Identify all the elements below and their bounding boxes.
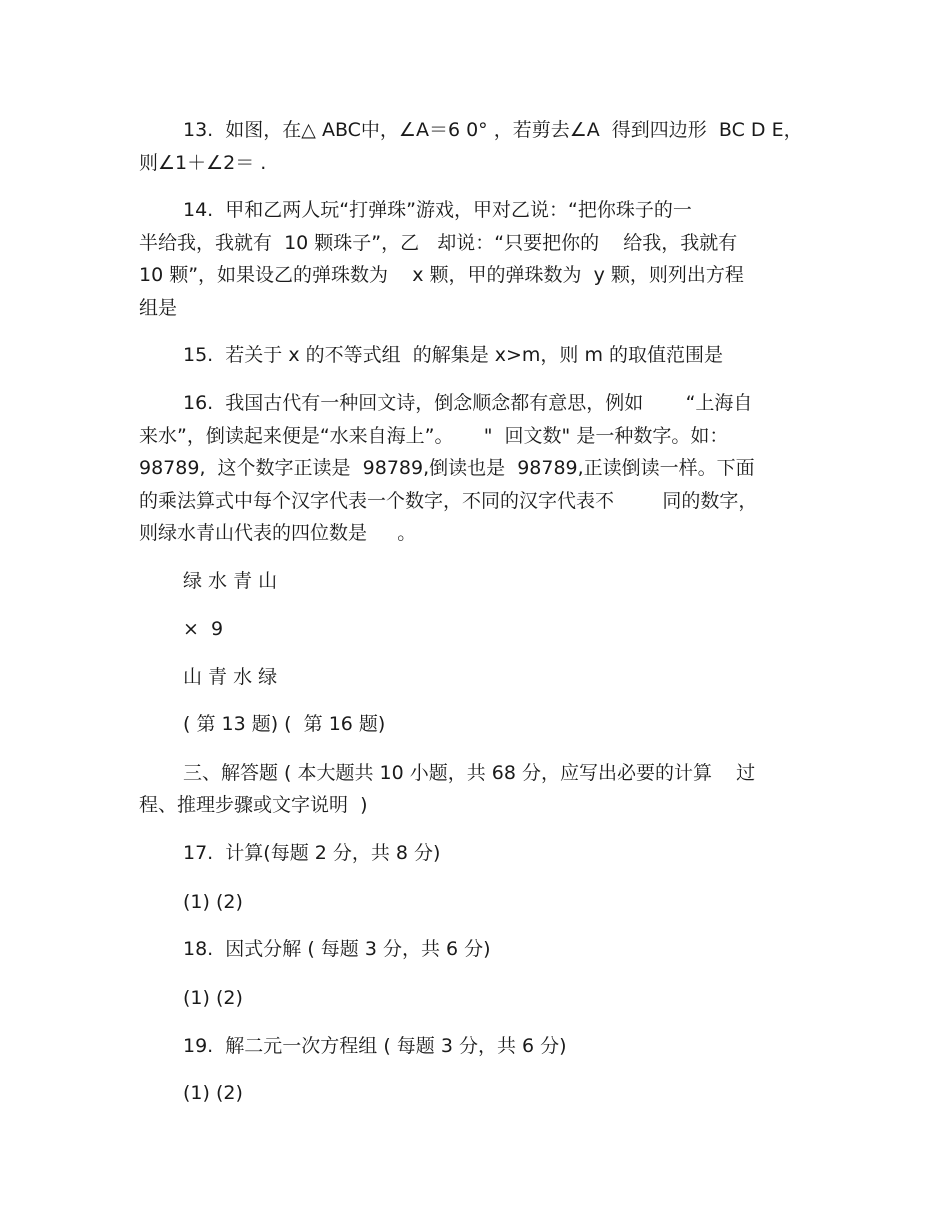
question-14-line-1: 14. 甲和乙两人玩“打弹珠”游戏，甲对乙说：“把你珠子的一 [183, 199, 692, 221]
question-19-parts: (1) (2) [183, 1082, 243, 1104]
question-14-line-4: 组是 [139, 297, 178, 319]
question-13-line-2: 则∠1＋∠2＝ . [139, 152, 267, 174]
section-3-heading-line-1: 三、解答题 ( 本大题共 10 小题，共 68 分，应写出必要的计算 过 [183, 762, 756, 784]
question-17: 17. 计算(每题 2 分，共 8 分) [183, 842, 441, 864]
question-16-line-1: 16. 我国古代有一种回文诗，倒念顺念都有意思，例如 “上海自 [183, 392, 753, 414]
question-13-line-1: 13. 如图，在△ ABC中，∠A＝6 0° ，若剪去∠A 得到四边形 BC D E， [183, 119, 803, 141]
question-14-line-3: 10 颗”，如果设乙的弹珠数为 x 颗，甲的弹珠数为 y 颗，则列出方程 [139, 264, 744, 286]
question-18-parts: (1) (2) [183, 987, 243, 1009]
question-16-line-5: 则绿水青山代表的四位数是 。 [139, 522, 417, 544]
question-15: 15. 若关于 x 的不等式组 的解集是 x>m，则 m 的取值范围是 [183, 344, 723, 366]
section-3-heading-line-2: 程、推理步骤或文字说明 ) [139, 794, 368, 816]
question-19: 19. 解二元一次方程组 ( 每题 3 分，共 6 分) [183, 1035, 567, 1057]
question-16-line-2: 来水”，倒读起来便是“水来自海上”。 " 回文数" 是一种数字。如： [139, 425, 729, 447]
question-18: 18. 因式分解 ( 每题 3 分，共 6 分) [183, 938, 491, 960]
multiplication-top-row: 绿 水 青 山 [183, 570, 278, 592]
multiplication-multiplier: × 9 [183, 618, 224, 640]
multiplication-result-row: 山 青 水 绿 [183, 666, 278, 688]
question-16-line-3: 98789, 这个数字正读是 98789,倒读也是 98789,正读倒读一样。下面 [139, 457, 755, 479]
figure-caption: ( 第 13 题) ( 第 16 题) [183, 713, 386, 735]
question-14-line-2: 半给我，我就有 10 颗珠子”，乙 却说：“只要把你的 给我，我就有 [139, 232, 738, 254]
question-16-line-4: 的乘法算式中每个汉字代表一个数字，不同的汉字代表不 同的数字， [139, 490, 758, 512]
question-17-parts: (1) (2) [183, 891, 243, 913]
